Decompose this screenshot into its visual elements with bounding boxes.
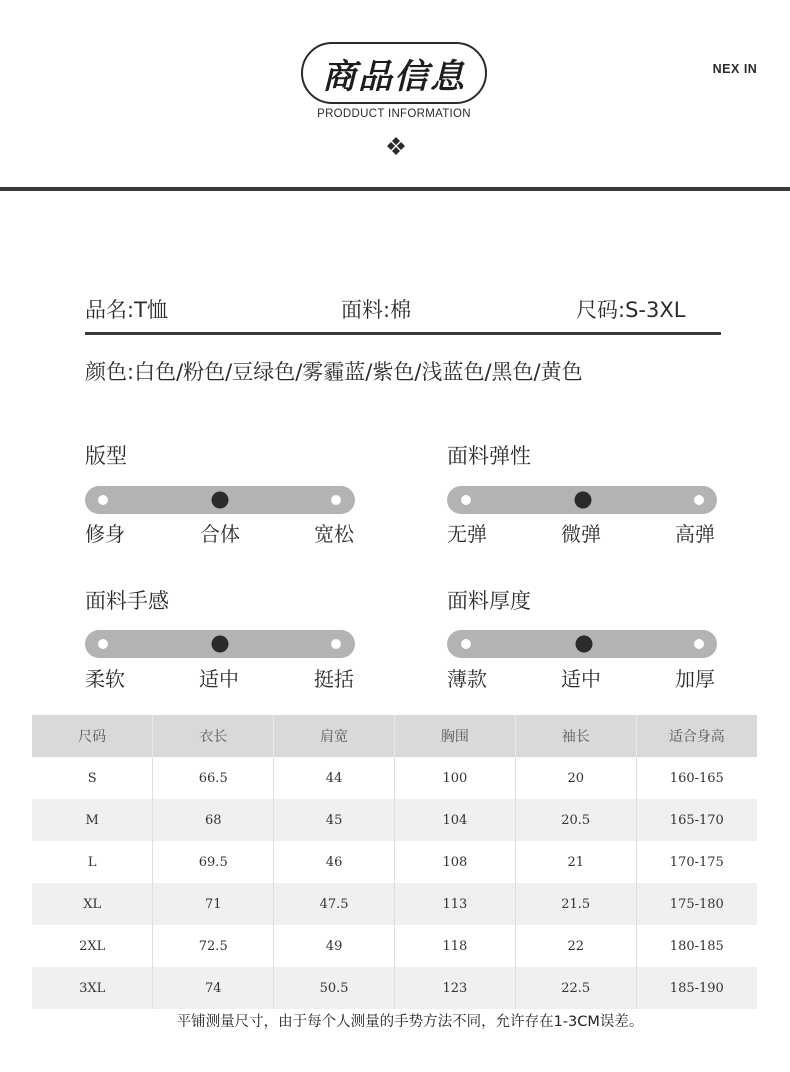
table-header-row xyxy=(32,715,757,757)
title-badge xyxy=(301,42,487,104)
table-cell: 20 xyxy=(515,757,636,799)
scale-dot-selected xyxy=(575,492,592,509)
scale-dot xyxy=(461,639,471,649)
attribute-title: 面料弹性 xyxy=(447,444,531,468)
product-fabric: 面料:棉 xyxy=(341,298,412,322)
table-row xyxy=(32,841,757,883)
attribute-title: 面料手感 xyxy=(85,589,169,613)
table-row xyxy=(32,925,757,967)
table-cell: 175-180 xyxy=(636,883,757,925)
table-cell: 71 xyxy=(153,883,274,925)
header-height: 适合身高 xyxy=(636,715,757,757)
scale-label-mid: 合体 xyxy=(200,522,240,546)
table-cell: 2XL xyxy=(32,925,153,967)
scale-label-mid: 微弹 xyxy=(561,522,601,546)
scale-label-high: 高弹 xyxy=(675,522,715,546)
scale-dot-selected xyxy=(212,492,229,509)
scale-dot xyxy=(331,495,341,505)
table-cell: L xyxy=(32,841,153,883)
scale-dot xyxy=(694,639,704,649)
scale-label-high: 加厚 xyxy=(675,667,715,691)
product-size-range: 尺码:S-3XL xyxy=(576,298,686,322)
table-cell: 72.5 xyxy=(153,925,274,967)
table-cell: 21 xyxy=(515,841,636,883)
diamond-ornament-icon xyxy=(386,136,406,156)
table-cell: 104 xyxy=(394,799,515,841)
table-cell: 45 xyxy=(274,799,395,841)
table-cell: 69.5 xyxy=(153,841,274,883)
header-size: 尺码 xyxy=(32,715,153,757)
table-cell: XL xyxy=(32,883,153,925)
attribute-title: 版型 xyxy=(85,444,127,468)
table-cell: 100 xyxy=(394,757,515,799)
table-row xyxy=(32,967,757,1009)
scale-label-low: 薄款 xyxy=(447,667,487,691)
table-cell: 3XL xyxy=(32,967,153,1009)
product-colors: 颜色:白色/粉色/豆绿色/雾霾蓝/紫色/浅蓝色/黑色/黄色 xyxy=(85,360,583,384)
measurement-note: 平铺测量尺寸，由于每个人测量的手势方法不同，允许存在1-3CM误差。 xyxy=(176,1014,644,1030)
table-cell: 185-190 xyxy=(636,967,757,1009)
table-cell: 22.5 xyxy=(515,967,636,1009)
scale-dot-selected xyxy=(576,636,593,653)
header-chest: 胸围 xyxy=(394,715,515,757)
product-name: 品名:T恤 xyxy=(85,298,168,322)
scale-label-high: 宽松 xyxy=(314,522,354,546)
scale-dot xyxy=(694,495,704,505)
attribute-scale-bar xyxy=(85,486,355,514)
table-cell: 108 xyxy=(394,841,515,883)
info-divider xyxy=(85,332,721,335)
header-length: 衣长 xyxy=(153,715,274,757)
brand-logo: NEX IN xyxy=(712,62,758,76)
table-cell: 44 xyxy=(274,757,395,799)
scale-label-mid: 适中 xyxy=(199,667,239,691)
table-row xyxy=(32,757,757,799)
table-cell: 21.5 xyxy=(515,883,636,925)
scale-label-mid: 适中 xyxy=(561,667,601,691)
attribute-title: 面料厚度 xyxy=(447,589,531,613)
table-cell: M xyxy=(32,799,153,841)
scale-dot-selected xyxy=(212,636,229,653)
page-title: 商品信息 xyxy=(322,56,466,97)
table-cell: S xyxy=(32,757,153,799)
table-cell: 74 xyxy=(153,967,274,1009)
table-cell: 20.5 xyxy=(515,799,636,841)
attribute-scale-bar xyxy=(447,630,717,658)
table-cell: 123 xyxy=(394,967,515,1009)
table-row xyxy=(32,883,757,925)
table-cell: 47.5 xyxy=(274,883,395,925)
scale-label-low: 柔软 xyxy=(85,667,125,691)
attribute-scale-bar xyxy=(85,630,355,658)
scale-dot xyxy=(331,639,341,649)
scale-dot xyxy=(461,495,471,505)
table-cell: 66.5 xyxy=(153,757,274,799)
table-cell: 180-185 xyxy=(669,938,724,954)
scale-label-low: 修身 xyxy=(85,522,125,546)
table-cell: 50.5 xyxy=(274,967,395,1009)
page-subtitle: PRODDUCT INFORMATION xyxy=(317,108,471,120)
header-divider xyxy=(0,187,790,191)
table-cell: 46 xyxy=(274,841,395,883)
table-row xyxy=(32,799,757,841)
scale-label-high: 挺括 xyxy=(314,667,354,691)
table-cell: 170-175 xyxy=(669,854,724,870)
table-cell: 113 xyxy=(394,883,515,925)
table-cell: 160-165 xyxy=(669,770,724,786)
header-sleeve: 袖长 xyxy=(515,715,636,757)
header-shoulder: 肩宽 xyxy=(274,715,395,757)
scale-dot xyxy=(98,639,108,649)
table-cell: 49 xyxy=(274,925,395,967)
table-cell: 22 xyxy=(515,925,636,967)
scale-dot xyxy=(98,495,108,505)
table-cell: 68 xyxy=(153,799,274,841)
table-cell: 165-170 xyxy=(636,799,757,841)
scale-label-low: 无弹 xyxy=(447,522,487,546)
table-cell: 118 xyxy=(394,925,515,967)
attribute-scale-bar xyxy=(447,486,717,514)
size-table xyxy=(32,715,757,1009)
